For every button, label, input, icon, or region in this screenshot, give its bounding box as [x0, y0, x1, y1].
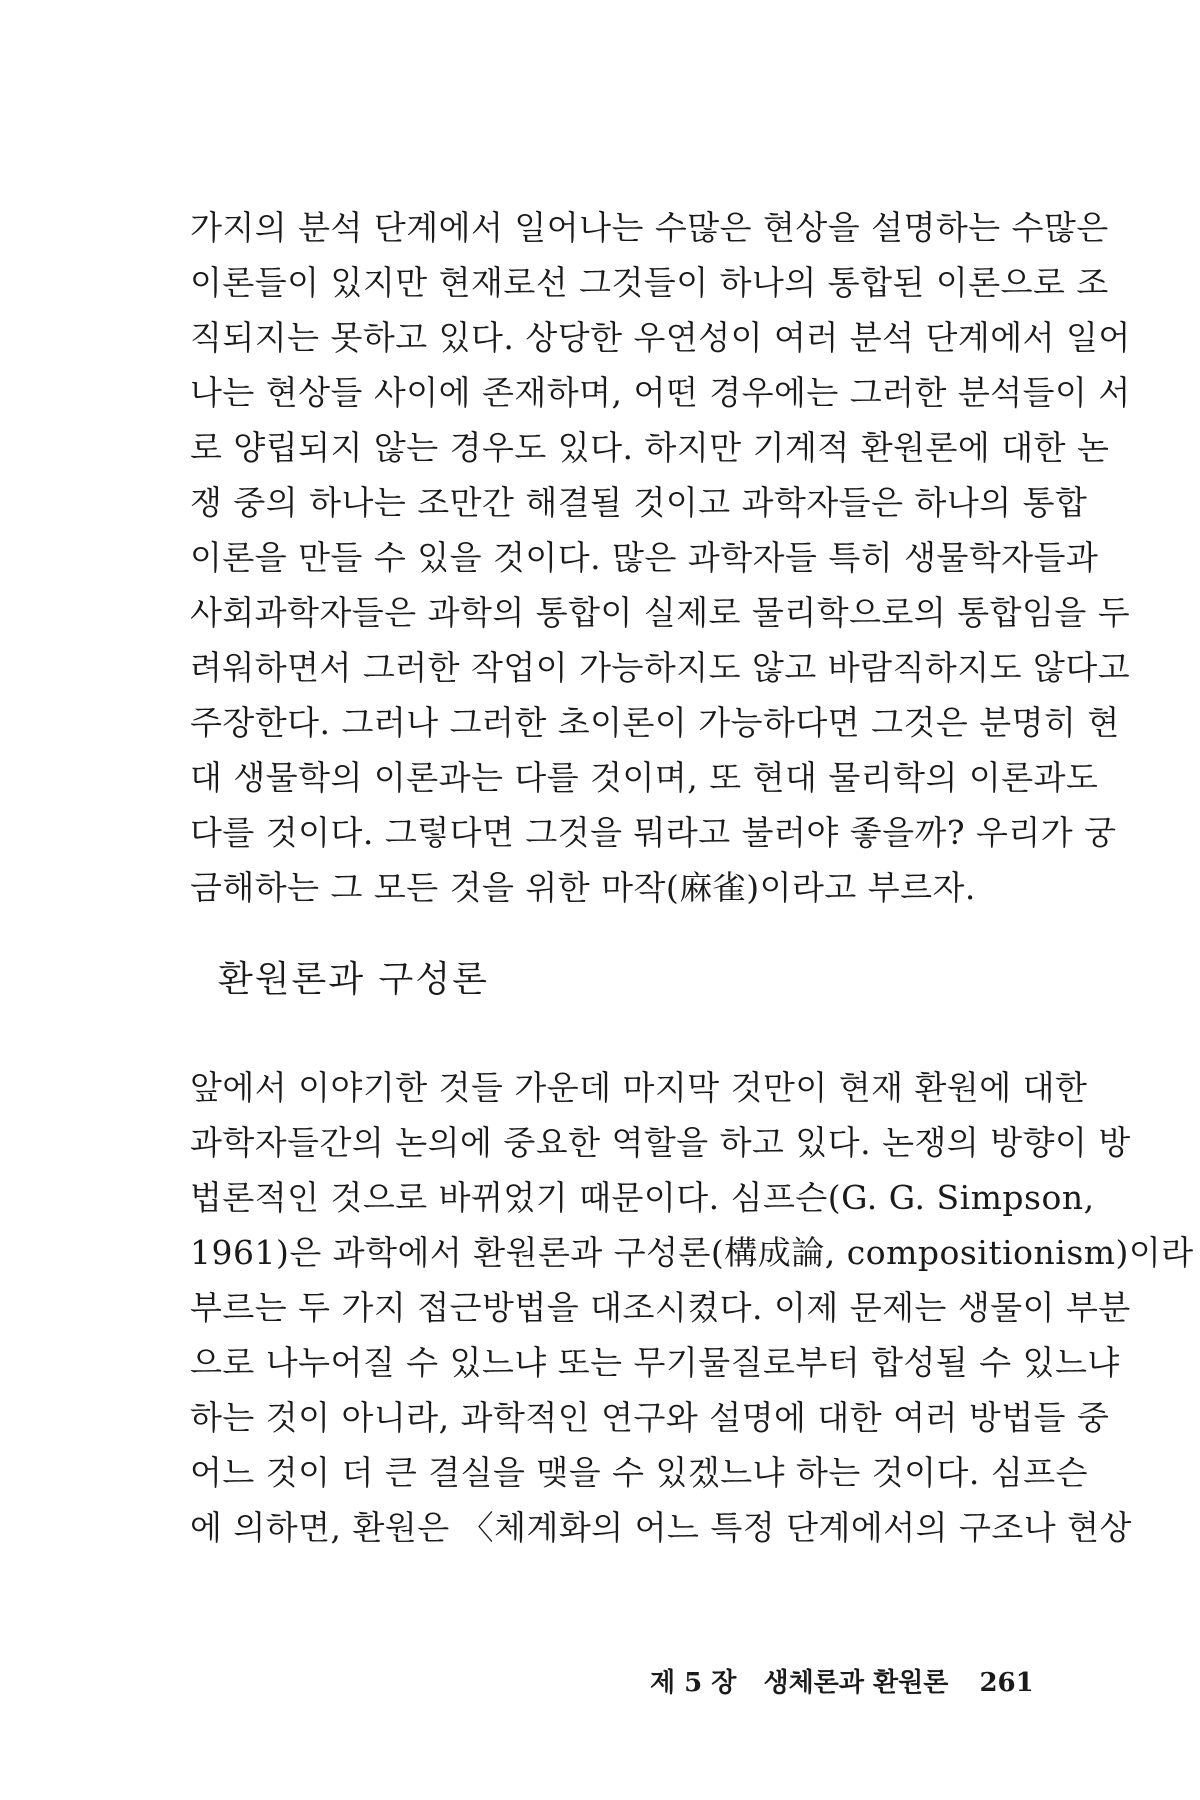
paragraph-line: 가지의 분석 단계에서 일어나는 수많은 현상을 설명하는 수많은 — [190, 208, 1109, 247]
paragraph-line: 사회과학자들은 과학의 통합이 실제로 물리학으로의 통합임을 두 — [190, 593, 1131, 632]
paragraph-line: 주장한다. 그러나 그러한 초이론이 가능하다면 그것은 분명히 현 — [190, 703, 1120, 742]
chapter-title: 생체론과 환원론 — [763, 1668, 949, 1698]
paragraph-line: 부르는 두 가지 접근방법을 대조시켰다. 이제 문제는 생물이 부분 — [190, 1288, 1131, 1327]
paragraph-line: 다를 것이다. 그렇다면 그것을 뭐라고 불러야 좋을까? 우리가 궁 — [190, 813, 1117, 852]
paragraph-2 — [190, 1060, 1194, 1555]
paragraph-line: 어느 것이 더 큰 결실을 맺을 수 있겠느냐 하는 것이다. 심프슨 — [190, 1453, 1088, 1492]
paragraph-line: 으로 나누어질 수 있느냐 또는 무기물질로부터 합성될 수 있느냐 — [190, 1343, 1120, 1382]
page-number: 261 — [979, 1668, 1034, 1698]
paragraph-line: 로 양립되지 않는 경우도 있다. 하지만 기계적 환원론에 대한 논 — [190, 428, 1110, 467]
paragraph-line: 과학자들간의 논의에 중요한 역할을 하고 있다. 논쟁의 방향이 방 — [190, 1123, 1131, 1162]
paragraph-line: 려워하면서 그러한 작업이 가능하지도 않고 바람직하지도 않다고 — [190, 648, 1131, 687]
paragraph-1 — [190, 200, 1131, 915]
paragraph-line: 대 생물학의 이론과는 다를 것이며, 또 현대 물리학의 이론과도 — [190, 758, 1099, 797]
paragraph-line: 하는 것이 아니라, 과학적인 연구와 설명에 대한 여러 방법들 중 — [190, 1398, 1110, 1437]
paragraph-line: 앞에서 이야기한 것들 가운데 마지막 것만이 현재 환원에 대한 — [190, 1068, 1088, 1107]
chapter-label: 제 5 장 — [650, 1668, 737, 1698]
running-footer — [650, 1665, 1034, 1701]
paragraph-line: 금해하는 그 모든 것을 위한 마작(麻雀)이라고 부르자. — [190, 868, 976, 907]
paragraph-line: 쟁 중의 하나는 조만간 해결될 것이고 과학자들은 하나의 통합 — [190, 483, 1088, 522]
paragraph-line: 법론적인 것으로 바뀌었기 때문이다. 심프슨(G. G. Simpson, — [190, 1178, 1095, 1217]
paragraph-line: 나는 현상들 사이에 존재하며, 어떤 경우에는 그러한 분석들이 서 — [190, 373, 1131, 412]
paragraph-line: 에 의하면, 환원은 〈체계화의 어느 특정 단계에서의 구조나 현상 — [190, 1508, 1132, 1547]
paragraph-line: 이론을 만들 수 있을 것이다. 많은 과학자들 특히 생물학자들과 — [190, 538, 1099, 577]
paragraph-line: 직되지는 못하고 있다. 상당한 우연성이 여러 분석 단계에서 일어 — [190, 318, 1131, 357]
section-heading: 환원론과 구성론 — [218, 959, 489, 1000]
paragraph-line: 1961)은 과학에서 환원론과 구성론(構成論, compositionism)이라 — [190, 1233, 1194, 1272]
paragraph-line: 이론들이 있지만 현재로선 그것들이 하나의 통합된 이론으로 조 — [190, 263, 1109, 302]
